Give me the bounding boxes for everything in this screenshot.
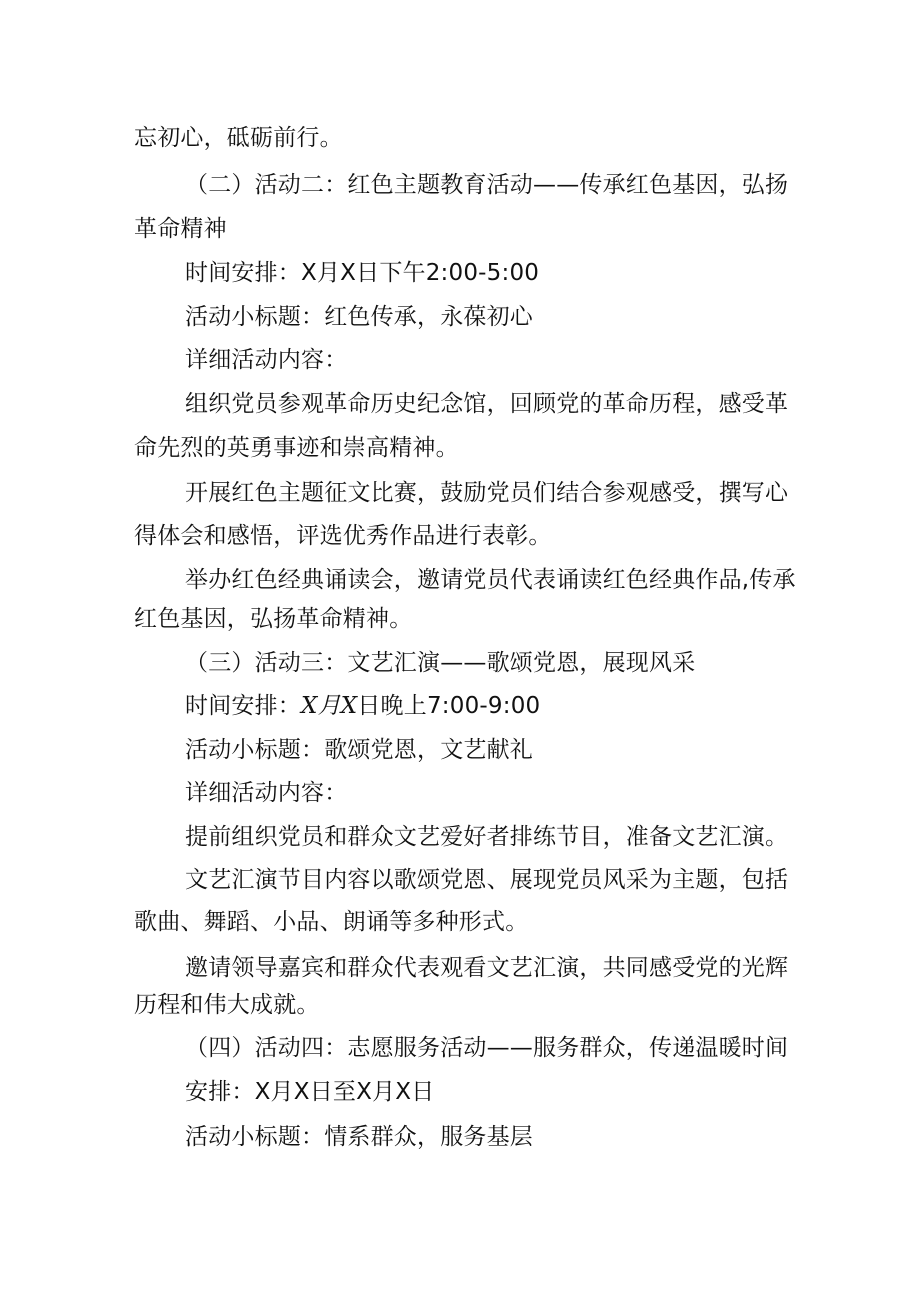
time-label: 时间安排： xyxy=(185,693,301,719)
time-schedule-4: 安排：X月X日至X月X日 xyxy=(185,1079,435,1105)
paragraph-line: 文艺汇演节目内容以歌颂党恩、展现党员风采为主题，包括 xyxy=(185,867,789,893)
paragraph-line: 红色基因，弘扬革命精神。 xyxy=(134,606,413,632)
detail-label-2: 详细活动内容： xyxy=(185,347,348,373)
section-heading-activity-3: （三）活动三：文艺汇演——歌颂党恩，展现风采 xyxy=(185,650,696,676)
detail-label-3: 详细活动内容： xyxy=(185,780,348,806)
paragraph-line: 得体会和感悟，评选优秀作品进行表彰。 xyxy=(134,523,552,549)
time-schedule-2: 时间安排：X月X日下午2:00-5:00 xyxy=(185,260,540,286)
time-schedule-3 xyxy=(185,691,540,721)
paragraph-line: 开展红色主题征文比赛，鼓励党员们结合参观感受，撰写心 xyxy=(185,480,789,506)
section-heading-activity-4: （四）活动四：志愿服务活动——服务群众，传递温暖时间 xyxy=(185,1035,789,1061)
date-placeholder-italic: X月X xyxy=(301,693,358,719)
paragraph-line: 组织党员参观革命历史纪念馆，回顾党的革命历程，感受革 xyxy=(185,391,789,417)
paragraph-line: 邀请领导嘉宾和群众代表观看文艺汇演，共同感受党的光辉 xyxy=(185,955,789,981)
subtitle-3: 活动小标题：歌颂党恩，文艺献礼 xyxy=(185,737,533,763)
paragraph-line: 提前组织党员和群众文艺爱好者排练节目，准备文艺汇演。 xyxy=(185,824,789,850)
subtitle-4: 活动小标题：情系群众，服务基层 xyxy=(185,1124,533,1150)
paragraph-line: 歌曲、舞蹈、小品、朗诵等多种形式。 xyxy=(134,909,529,935)
paragraph-line: 命先烈的英勇事迹和崇高精神。 xyxy=(134,435,459,461)
paragraph-line: 历程和伟大成就。 xyxy=(134,992,320,1018)
section-heading-activity-2-cont: 革命精神 xyxy=(134,216,227,242)
paragraph-line: 忘初心，砥砺前行。 xyxy=(134,125,343,151)
paragraph-line: 举办红色经典诵读会，邀请党员代表诵读红色经典作品,传承 xyxy=(185,567,796,593)
subtitle-2: 活动小标题：红色传承，永葆初心 xyxy=(185,304,533,330)
section-heading-activity-2: （二）活动二：红色主题教育活动——传承红色基因，弘扬 xyxy=(185,172,789,198)
time-value: 日晚上7:00-9:00 xyxy=(357,693,541,719)
